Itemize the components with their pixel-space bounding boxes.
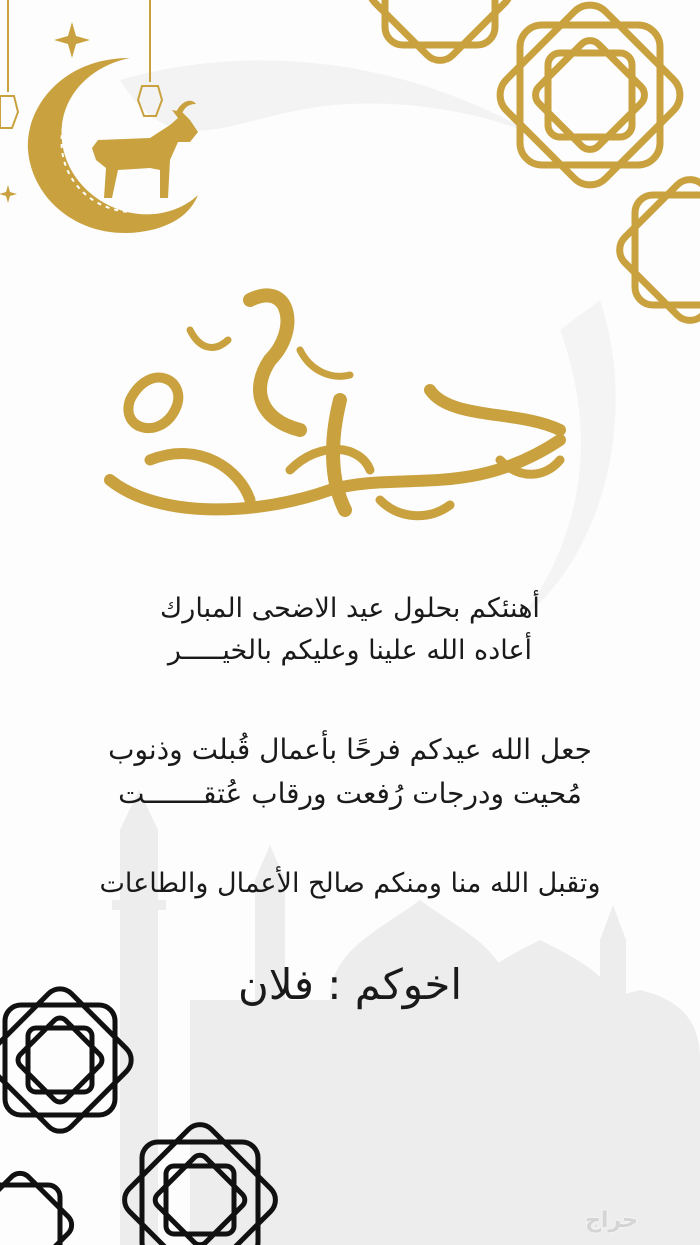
greeting-block-1	[40, 588, 660, 672]
watermark: حراج	[585, 1208, 638, 1233]
greeting-line: أهنئكم بحلول عيد الاضحى المبارك	[160, 593, 540, 624]
greeting-line: أعاده الله علينا وعليكم بالخيـــــر	[167, 635, 533, 666]
greeting-block-3	[40, 862, 660, 906]
greeting-line: مُحيت ودرجات رُفعت ورقاب عُتقـــــــت	[118, 777, 582, 810]
signature: اخوكم : فلان	[237, 960, 463, 1009]
greeting-line: وتقبل الله منا ومنكم صالح الأعمال والطاعات	[99, 868, 601, 899]
greeting-line: جعل الله عيدكم فرحًا بأعمال قُبلت وذنوب	[108, 733, 592, 766]
greeting-block-2	[40, 728, 660, 816]
